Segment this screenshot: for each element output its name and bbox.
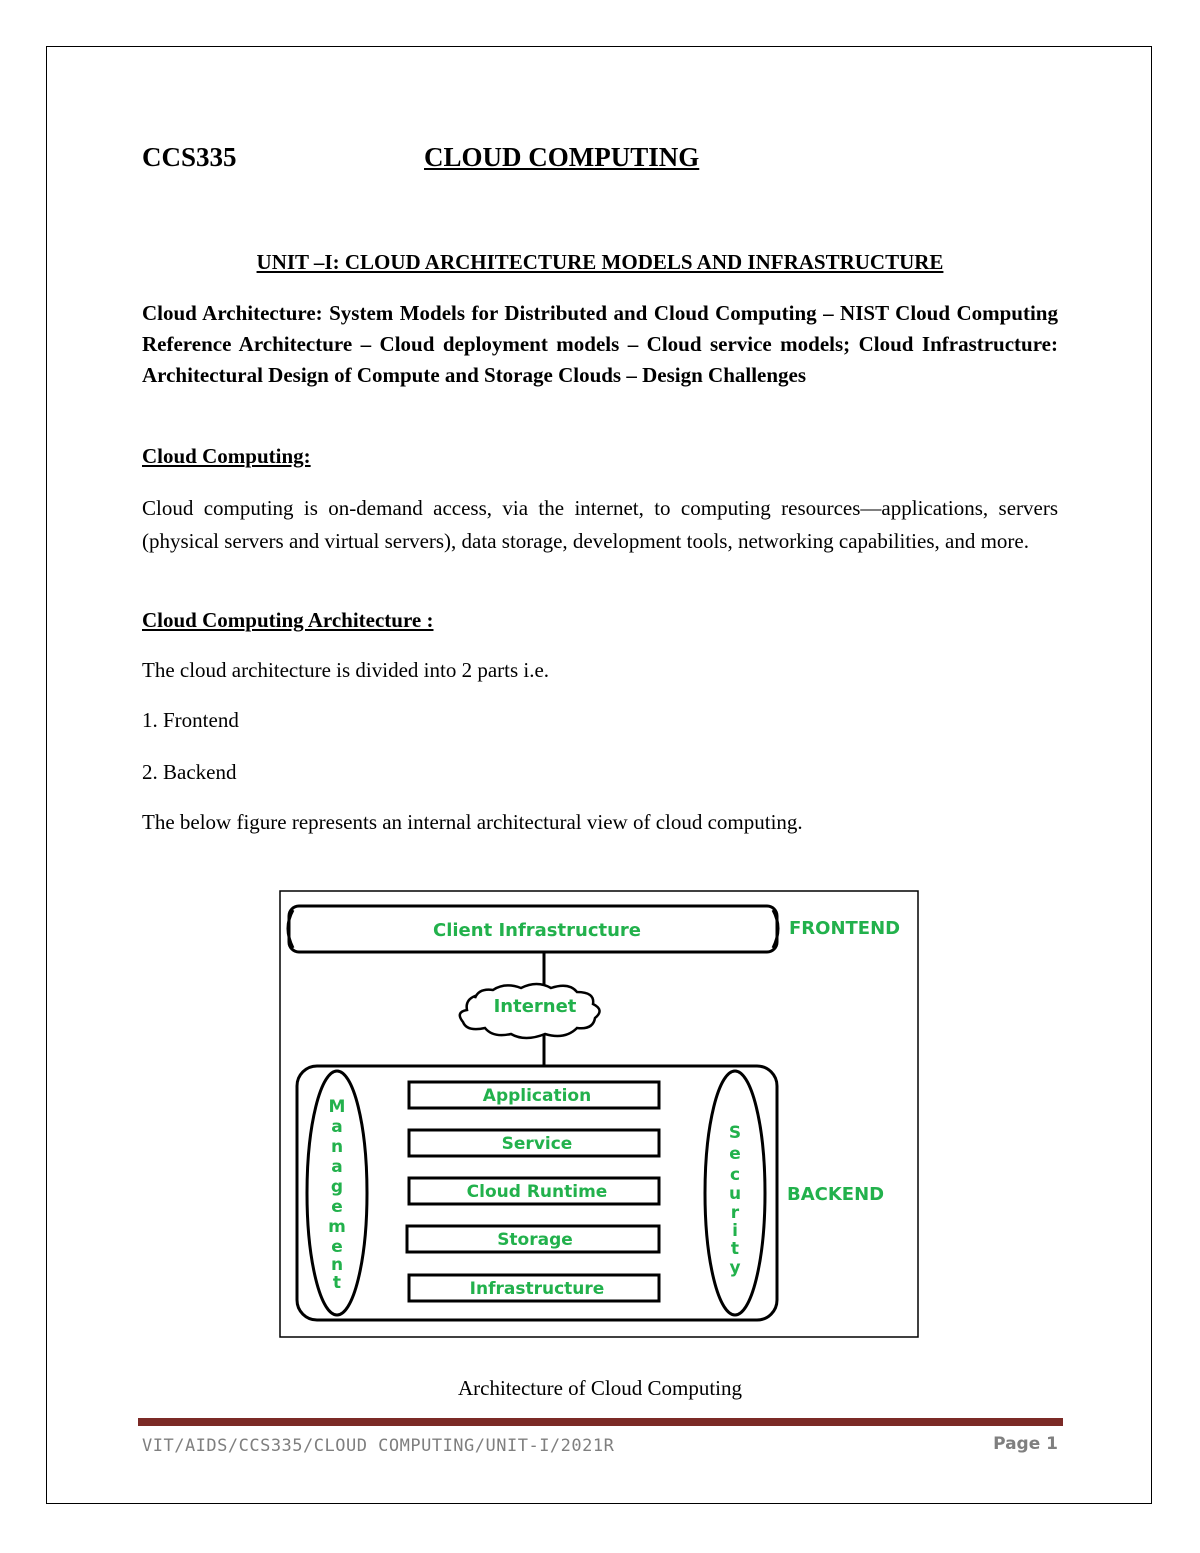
security-letter: t bbox=[730, 1239, 740, 1259]
layer-storage bbox=[407, 1226, 659, 1252]
architecture-heading: Cloud Computing Architecture : bbox=[142, 608, 434, 632]
layer-storage-label: Storage bbox=[497, 1230, 573, 1250]
security-letter: c bbox=[729, 1165, 741, 1185]
management-letter: M bbox=[328, 1097, 346, 1117]
management-letter: a bbox=[331, 1117, 343, 1137]
management-letter: n bbox=[330, 1255, 344, 1275]
client-infrastructure-label: Client Infrastructure bbox=[433, 920, 641, 941]
security-letter: r bbox=[730, 1203, 740, 1223]
management-letter: m bbox=[328, 1217, 346, 1237]
backend-label: BACKEND bbox=[787, 1184, 885, 1205]
layer-cloud-runtime-label: Cloud Runtime bbox=[466, 1182, 608, 1202]
security-letter: S bbox=[728, 1123, 742, 1143]
cloud-architecture-diagram bbox=[279, 890, 919, 1338]
figure-intro: The below figure represents an internal architectural view of cloud computing. bbox=[142, 810, 803, 834]
layer-service-label: Service bbox=[501, 1134, 573, 1154]
internet-label: Internet bbox=[493, 996, 577, 1017]
part-backend: 2. Backend bbox=[142, 760, 237, 784]
layer-cloud-runtime bbox=[409, 1178, 659, 1204]
part-frontend: 1. Frontend bbox=[142, 708, 239, 732]
layer-application bbox=[409, 1082, 659, 1108]
cloud-computing-definition: Cloud computing is on-demand access, via the internet, to computing resources—applications, servers (physical servers and virtual servers), data storage, development tools, networking capabilities, and more. bbox=[142, 496, 1058, 553]
course-code: CCS335 bbox=[142, 142, 237, 172]
frontend-label: FRONTEND bbox=[789, 918, 901, 939]
management-letter: g bbox=[330, 1177, 344, 1197]
syllabus-paragraph: Cloud Architecture: System Models for Distributed and Cloud Computing – NIST Cloud Computing Reference Architecture – Cloud deployment models – Cloud service models; Cloud Infrastructure: Architectural Design of Compute and Storage Clouds – Design Challenges bbox=[142, 301, 1058, 388]
layer-infrastructure-label: Infrastructure bbox=[469, 1279, 605, 1299]
management-letter: e bbox=[331, 1197, 343, 1217]
footer-document-id: VIT/AIDS/CCS335/CLOUD COMPUTING/UNIT-I/2021R bbox=[142, 1436, 615, 1456]
management-letter: t bbox=[332, 1273, 342, 1293]
security-letter: y bbox=[729, 1258, 741, 1278]
management-letter: n bbox=[330, 1137, 344, 1157]
layer-application-label: Application bbox=[482, 1086, 592, 1106]
architecture-intro: The cloud architecture is divided into 2 parts i.e. bbox=[142, 658, 550, 682]
management-block bbox=[307, 1071, 367, 1315]
security-letter: e bbox=[729, 1144, 741, 1164]
footer-page-number: Page 1 bbox=[993, 1434, 1058, 1454]
course-title: CLOUD COMPUTING bbox=[424, 142, 700, 172]
client-infrastructure-block bbox=[288, 906, 778, 952]
security-block bbox=[705, 1071, 765, 1315]
management-letter: a bbox=[331, 1157, 343, 1177]
layer-service bbox=[409, 1130, 659, 1156]
layer-infrastructure bbox=[409, 1275, 659, 1301]
security-letter: i bbox=[732, 1221, 738, 1241]
figure-caption: Architecture of Cloud Computing bbox=[457, 1376, 743, 1400]
unit-heading: UNIT –I: CLOUD ARCHITECTURE MODELS AND INFRASTRUCTURE bbox=[256, 250, 944, 274]
security-letter: u bbox=[728, 1184, 742, 1204]
management-letter: e bbox=[331, 1237, 343, 1257]
cloud-computing-heading: Cloud Computing: bbox=[142, 444, 311, 468]
footer-bar bbox=[138, 1418, 1063, 1426]
